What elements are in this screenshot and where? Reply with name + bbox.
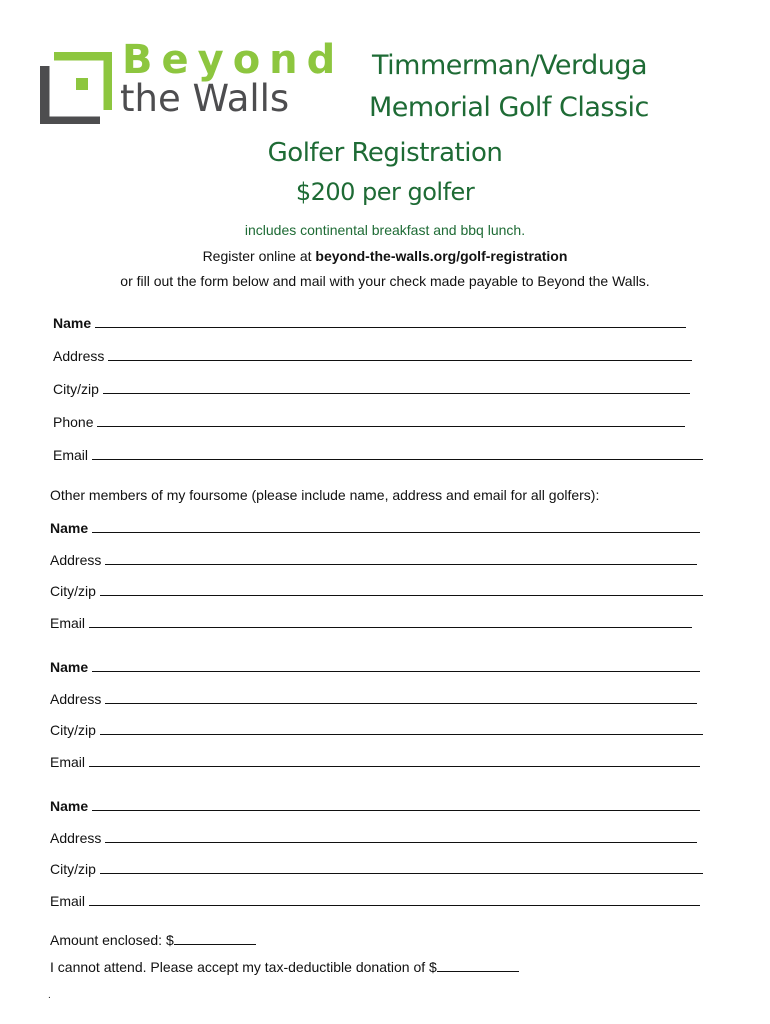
golfer3-email-field[interactable]: [50, 752, 700, 770]
golfer4-name-field[interactable]: [50, 796, 700, 814]
foursome-instructions: Other members of my foursome (please include name, address and email for all golfers):: [50, 487, 600, 503]
primary-cityzip-line[interactable]: [103, 393, 690, 394]
beyond-the-walls-logo: [40, 37, 345, 126]
form-subtitle: Golfer Registration: [267, 138, 503, 168]
primary-email-field[interactable]: [53, 445, 703, 463]
amount-enclosed-blank[interactable]: [174, 933, 256, 945]
golfer2-name-line[interactable]: [92, 532, 700, 533]
golfer2-name-label: Name: [50, 520, 89, 536]
golfer4-address-field[interactable]: [50, 828, 697, 846]
golfer2-address-line[interactable]: [105, 564, 697, 565]
golfer2-email-label: Email: [50, 615, 86, 631]
golfer2-email-field[interactable]: [50, 613, 692, 631]
donation-label: I cannot attend. Please accept my tax-deductible donation of $: [50, 959, 437, 975]
includes-note: includes continental breakfast and bbq lunch.: [244, 222, 526, 238]
golfer4-email-field[interactable]: [50, 891, 700, 909]
golfer3-email-line[interactable]: [89, 766, 700, 767]
golfer2-address-field[interactable]: [50, 550, 697, 568]
golfer2-cityzip-field[interactable]: [50, 581, 703, 599]
golfer2-cityzip-label: City/zip: [50, 583, 96, 599]
golfer3-address-field[interactable]: [50, 689, 697, 707]
golfer4-cityzip-field[interactable]: [50, 859, 703, 877]
golfer3-name-field[interactable]: [50, 657, 700, 675]
primary-email-label: Email: [53, 447, 89, 463]
event-title-line2: Memorial Golf Classic: [369, 92, 649, 123]
golfer4-address-line[interactable]: [105, 842, 697, 843]
primary-email-line[interactable]: [92, 459, 703, 460]
golfer3-name-line[interactable]: [92, 671, 700, 672]
golfer4-name-label: Name: [50, 798, 89, 814]
golfer3-address-line[interactable]: [105, 703, 697, 704]
primary-cityzip-label: City/zip: [53, 381, 99, 397]
golfer4-address-label: Address: [50, 830, 102, 846]
event-title-line1: Timmerman/Verduga: [372, 50, 648, 81]
registration-link[interactable]: beyond-the-walls.org/golf-registration: [315, 248, 568, 264]
primary-address-field[interactable]: [53, 346, 692, 364]
golfer2-cityzip-line[interactable]: [100, 595, 703, 596]
golfer3-email-label: Email: [50, 754, 86, 770]
golfer4-cityzip-line[interactable]: [100, 873, 703, 874]
primary-cityzip-field[interactable]: [53, 379, 690, 397]
primary-phone-label: Phone: [53, 414, 94, 430]
register-prefix: Register online at: [202, 248, 316, 264]
golfer3-cityzip-field[interactable]: [50, 720, 703, 738]
golfer4-email-line[interactable]: [89, 905, 700, 906]
primary-phone-line[interactable]: [97, 426, 685, 427]
donation-row: [50, 959, 519, 975]
primary-name-line[interactable]: [95, 327, 686, 328]
golfer3-address-label: Address: [50, 691, 102, 707]
logo-word-the-walls: the Walls: [120, 77, 290, 120]
register-online-note: [0, 248, 770, 264]
mail-instructions: or fill out the form below and mail with your check made payable to Beyond the Walls.: [120, 273, 650, 289]
primary-name-label: Name: [53, 315, 92, 331]
golfer4-cityzip-label: City/zip: [50, 861, 96, 877]
golfer4-email-label: Email: [50, 893, 86, 909]
donation-amount-blank[interactable]: [437, 960, 519, 972]
amount-enclosed-label: Amount enclosed: $: [50, 932, 174, 948]
amount-enclosed-row: [50, 932, 256, 948]
bracket-square-logo-icon: [40, 52, 112, 124]
golfer3-cityzip-label: City/zip: [50, 722, 96, 738]
golfer4-name-line[interactable]: [92, 810, 700, 811]
footer-dot: .: [48, 990, 51, 1001]
primary-address-line[interactable]: [108, 360, 692, 361]
primary-name-field[interactable]: [53, 313, 686, 331]
golfer2-name-field[interactable]: [50, 518, 700, 536]
golfer2-address-label: Address: [50, 552, 102, 568]
golfer2-email-line[interactable]: [89, 627, 692, 628]
logo-word-beyond: Beyond: [122, 37, 345, 83]
primary-phone-field[interactable]: [53, 412, 685, 430]
golfer3-name-label: Name: [50, 659, 89, 675]
price-per-golfer: $200 per golfer: [295, 178, 475, 206]
primary-address-label: Address: [53, 348, 105, 364]
golfer3-cityzip-line[interactable]: [100, 734, 703, 735]
